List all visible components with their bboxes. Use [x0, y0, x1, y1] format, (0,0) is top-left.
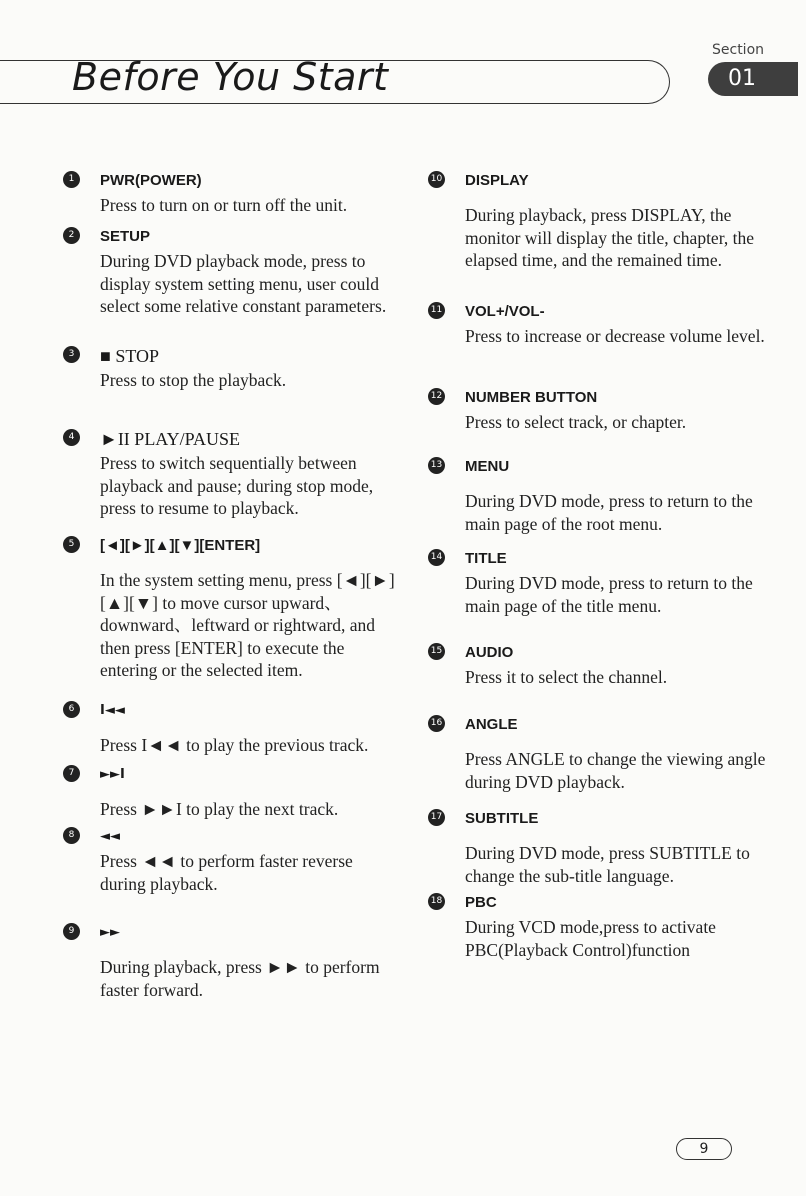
item-title: ◄◄: [100, 829, 120, 844]
item-title: SETUP: [100, 228, 151, 245]
item-number-badge: 10: [428, 171, 445, 188]
item-number-badge: 9: [63, 923, 80, 940]
item-pbc: [430, 892, 775, 961]
item-number-badge: 14: [428, 549, 445, 566]
item-number-badge: 6: [63, 701, 80, 718]
item-subtitle: [430, 808, 785, 887]
item-title: PBC: [465, 894, 497, 911]
item-volume: [430, 301, 775, 348]
item-description: Press ◄◄ to perform faster reverse during playback.: [100, 851, 353, 894]
page-title: Before You Start: [72, 55, 389, 99]
item-title: ►►: [100, 925, 120, 940]
item-description: Press I◄◄ to play the previous track.: [100, 735, 369, 755]
item-number-badge: 5: [63, 536, 80, 553]
item-menu: [430, 456, 775, 535]
item-title: DISPLAY: [465, 172, 529, 189]
item-play-pause: [68, 428, 400, 520]
item-description: During DVD playback mode, press to display system setting menu, user could select some relative constant parameters.: [100, 251, 387, 316]
item-number-badge: 16: [428, 715, 445, 732]
item-description: Press ANGLE to change the viewing angle during DVD playback.: [465, 749, 766, 792]
item-title: MENU: [465, 458, 510, 475]
item-number-badge: 2: [63, 227, 80, 244]
item-description: During DVD mode, press SUBTITLE to change the sub-title language.: [465, 843, 750, 886]
item-navigation: [68, 535, 400, 682]
item-title: ►II PLAY/PAUSE: [100, 429, 241, 449]
item-title: VOL+/VOL-: [465, 303, 545, 320]
item-number-badge: 15: [428, 643, 445, 660]
item-description: Press ►►I to play the next track.: [100, 799, 339, 819]
item-number-badge: 11: [428, 302, 445, 319]
item-audio: [430, 642, 775, 689]
item-description: Press to increase or decrease volume level.: [465, 326, 765, 346]
item-description: During DVD mode, press to return to the main page of the title menu.: [465, 573, 753, 616]
item-next: [68, 764, 400, 821]
item-title: [◄][►][▲][▼][ENTER]: [100, 537, 261, 554]
item-stop: [68, 345, 400, 392]
item-title-button: [430, 548, 775, 617]
section-label: Section: [712, 42, 765, 58]
item-power: [68, 170, 400, 217]
item-number-badge: 17: [428, 809, 445, 826]
item-number-button: [430, 387, 775, 434]
item-number-badge: 12: [428, 388, 445, 405]
item-description: During DVD mode, press to return to the main page of the root menu.: [465, 491, 753, 534]
item-number-badge: 8: [63, 827, 80, 844]
item-description: Press to turn on or turn off the unit.: [100, 195, 348, 215]
item-description: During playback, press ►► to perform faster forward.: [100, 957, 380, 1000]
section-badge: 01: [708, 62, 798, 96]
item-description: Press to stop the playback.: [100, 370, 287, 390]
item-previous: [68, 700, 400, 757]
item-description: Press to select track, or chapter.: [465, 412, 687, 432]
item-title: ■ STOP: [100, 346, 160, 366]
item-setup: [68, 226, 400, 318]
item-number-badge: 1: [63, 171, 80, 188]
item-title: ANGLE: [465, 716, 518, 733]
item-title: TITLE: [465, 550, 507, 567]
item-number-badge: 18: [428, 893, 445, 910]
item-title: AUDIO: [465, 644, 514, 661]
item-display: [430, 170, 775, 272]
item-description: Press to switch sequentially between playback and pause; during stop mode, press to resume to playback.: [100, 453, 374, 518]
item-reverse: [68, 826, 400, 895]
item-number-badge: 13: [428, 457, 445, 474]
item-number-badge: 7: [63, 765, 80, 782]
item-title: ►►I: [100, 767, 125, 782]
item-angle: [430, 714, 775, 793]
item-title: NUMBER BUTTON: [465, 389, 598, 406]
item-title: I◄◄: [100, 703, 125, 718]
item-title: PWR(POWER): [100, 172, 202, 189]
item-description: In the system setting menu, press [◄][►][▲][▼] to move cursor upward、downward、leftward or rightward, and then press [ENTER] to execute the entering or the selected item.: [100, 570, 395, 680]
item-description: During VCD mode,press to activate PBC(Playback Control)function: [465, 917, 716, 960]
item-number-badge: 3: [63, 346, 80, 363]
item-description: During playback, press DISPLAY, the monitor will display the title, chapter, the elapsed time, and the remained time.: [465, 205, 754, 270]
item-description: Press it to select the channel.: [465, 667, 668, 687]
item-forward: [68, 922, 410, 1001]
item-title: SUBTITLE: [465, 810, 539, 827]
item-number-badge: 4: [63, 429, 80, 446]
page-number: 9: [676, 1138, 732, 1160]
